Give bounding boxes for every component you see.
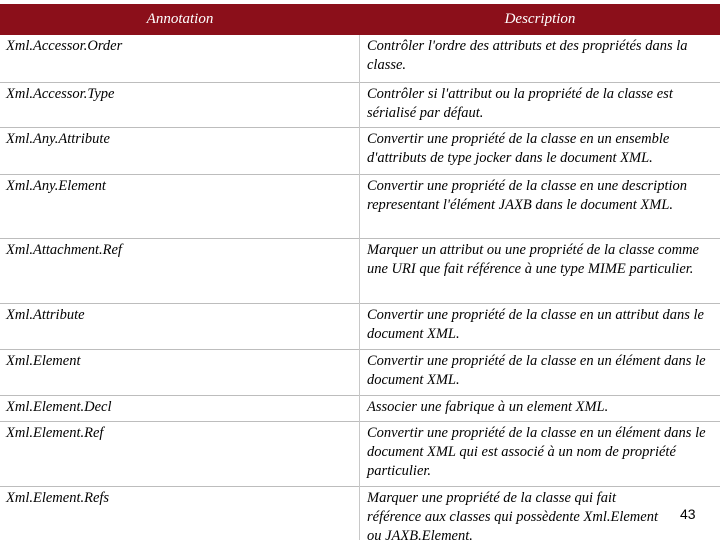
description-cell: Convertir une propriété de la classe en un élément dans le document XML qui est associé à un nom de propriété particulier. — [367, 425, 706, 479]
table-row — [0, 304, 720, 350]
description-cell: Convertir une propriété de la classe en une description representant l'élément JAXB dans le document XML. — [367, 178, 688, 213]
description-cell: Marquer une propriété de la classe qui fait référence aux classes qui possèdente Xml.Element ou JAXB.Element. — [367, 490, 658, 544]
page-number: 43 — [680, 506, 696, 522]
description-cell: Associer une fabrique à un element XML. — [367, 399, 609, 415]
annotation-cell: Xml.Any.Attribute — [6, 131, 110, 147]
table-row — [0, 35, 720, 83]
annotation-cell: Xml.Accessor.Order — [6, 38, 123, 54]
table-row — [0, 83, 720, 128]
description-cell: Convertir une propriété de la classe en un attribut dans le document XML. — [367, 307, 704, 342]
table-row — [0, 487, 720, 547]
table-row — [0, 422, 720, 487]
header-description: Description — [504, 11, 576, 27]
description-cell: Contrôler si l'attribut ou la propriété de la classe est sérialisé par défaut. — [367, 86, 673, 121]
table-row — [0, 350, 720, 396]
description-cell: Marquer un attribut ou une propriété de la classe comme une URI que fait référence à une type MIME particulier. — [367, 242, 699, 277]
annotation-cell: Xml.Attribute — [6, 307, 85, 323]
description-cell: Convertir une propriété de la classe en un élément dans le document XML. — [367, 353, 706, 388]
table-header — [0, 4, 720, 35]
table-row — [0, 239, 720, 304]
annotation-cell: Xml.Accessor.Type — [6, 86, 115, 102]
annotation-cell: Xml.Element.Ref — [6, 425, 104, 441]
description-cell: Contrôler l'ordre des attributs et des propriétés dans la classe. — [367, 38, 688, 73]
description-cell: Convertir une propriété de la classe en un ensemble d'attributs de type jocker dans le document XML. — [367, 131, 670, 166]
table-row — [0, 175, 720, 239]
annotation-cell: Xml.Element — [6, 353, 81, 369]
column-divider — [359, 35, 360, 540]
annotation-cell: Xml.Element.Decl — [6, 399, 112, 415]
table-row — [0, 128, 720, 175]
annotation-cell: Xml.Any.Element — [6, 178, 106, 194]
annotation-cell: Xml.Attachment.Ref — [6, 242, 122, 258]
header-annotation: Annotation — [146, 11, 214, 27]
table-row — [0, 396, 720, 422]
annotation-cell: Xml.Element.Refs — [6, 490, 110, 506]
